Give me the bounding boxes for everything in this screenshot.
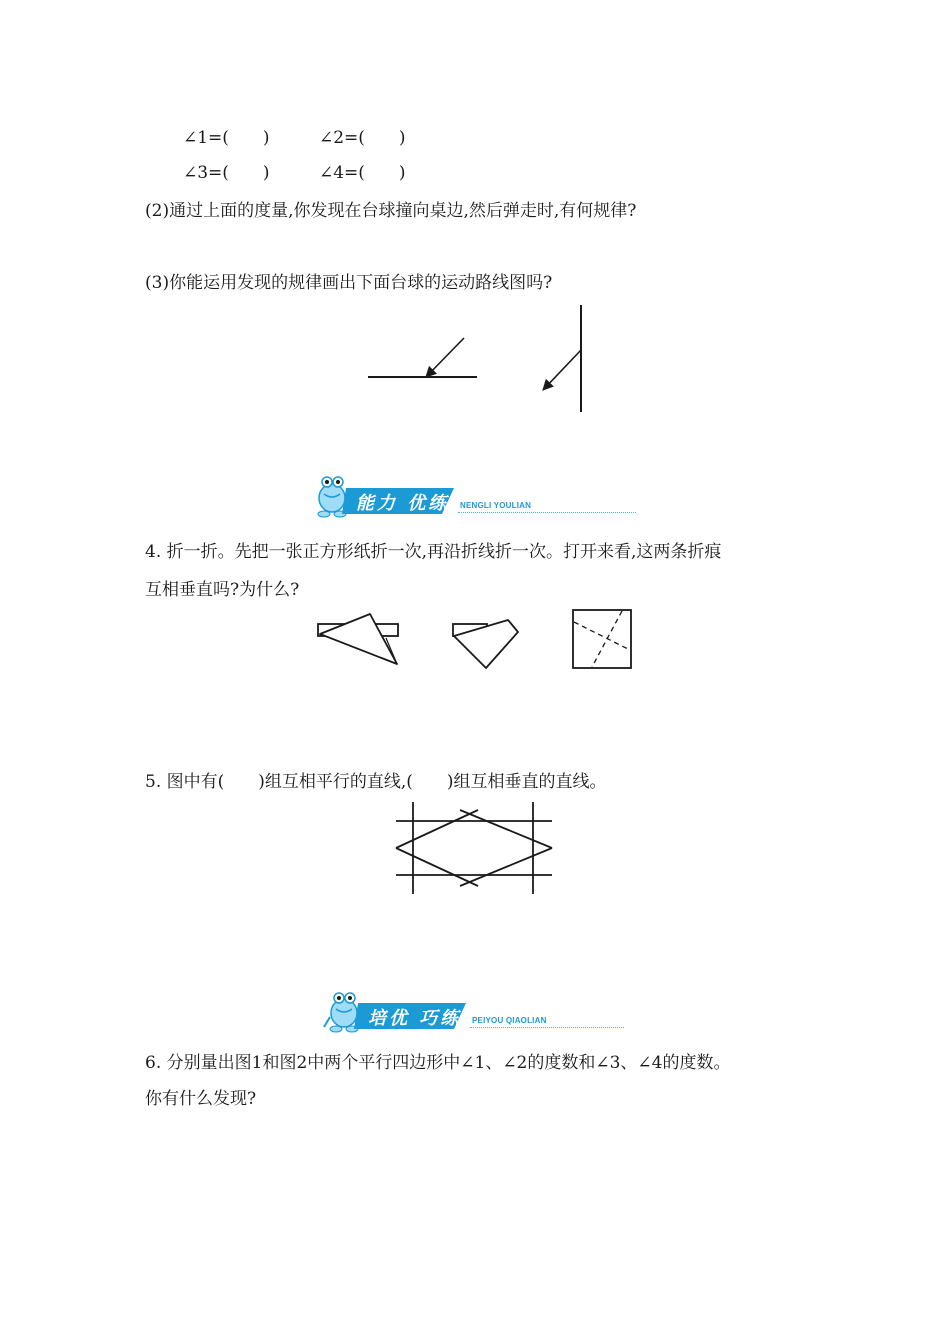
- angle-3-blank: ∠3=( ): [183, 163, 270, 183]
- question-6-line-1: 6. 分别量出图1和图2中两个平行四边形中∠1、∠2的度数和∠3、∠4的度数。: [145, 1053, 731, 1073]
- question-4-line-2: 互相垂直吗?为什么?: [145, 580, 300, 600]
- fold-step-2: [453, 620, 518, 668]
- question-5-text: 5. 图中有( )组互相平行的直线,( )组互相垂直的直线。: [145, 772, 607, 792]
- section-banner-peiyou: [322, 987, 642, 1037]
- ball-arrow: [543, 350, 581, 390]
- section-banner-nengli: [310, 470, 640, 520]
- question-3-part-2: (2)通过上面的度量,你发现在台球撞向桌边,然后弹走时,有何规律?: [145, 201, 637, 221]
- question-6-line-2: 你有什么发现?: [145, 1089, 257, 1109]
- parallel-perpendicular-figure: [388, 800, 560, 896]
- angle-1-blank: ∠1=( ): [183, 128, 270, 148]
- unfolded-square: [573, 610, 631, 668]
- banner-subtitle: PEIYOU QIAOLIAN: [472, 1016, 547, 1025]
- billiard-path-figure-2: [535, 302, 595, 417]
- banner-subtitle: NENGLI YOULIAN: [460, 501, 532, 510]
- billiard-path-figure-1: [360, 330, 485, 390]
- banner-dotted-rule: [470, 1027, 624, 1028]
- question-3-part-3: (3)你能运用发现的规律画出下面台球的运动路线图吗?: [145, 273, 553, 293]
- banner-title: 培优 巧练: [368, 1008, 462, 1029]
- banner-dotted-rule: [458, 512, 636, 513]
- fold-step-1: [318, 614, 398, 664]
- incoming-ball-arrow: [426, 338, 464, 377]
- angle-4-blank: ∠4=( ): [319, 163, 406, 183]
- question-4-line-1: 4. 折一折。先把一张正方形纸折一次,再沿折线折一次。打开来看,这两条折痕: [145, 542, 722, 562]
- banner-title: 能力 优练: [356, 493, 450, 514]
- angle-2-blank: ∠2=( ): [319, 128, 406, 148]
- paper-folding-figures: [312, 608, 642, 674]
